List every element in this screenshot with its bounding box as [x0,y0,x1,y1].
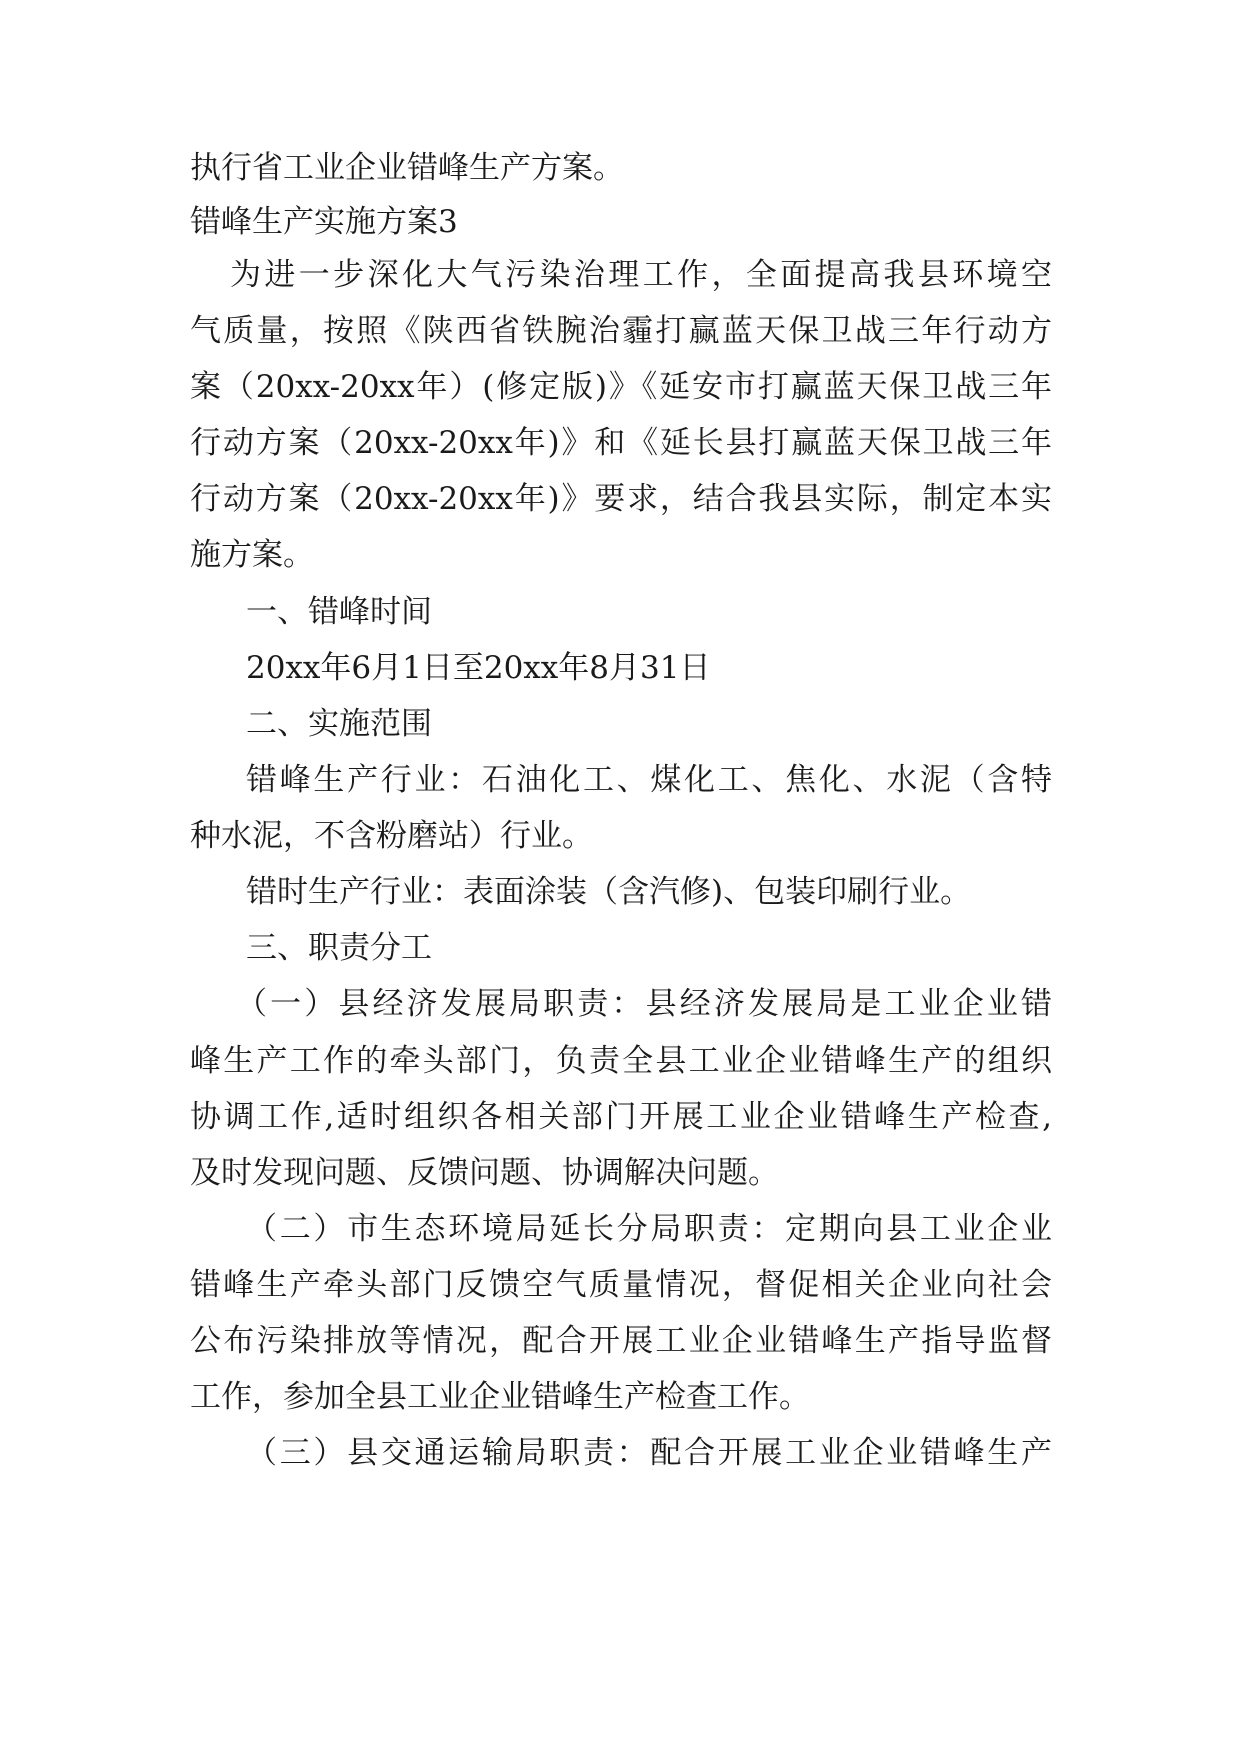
paragraph-line: 公布污染排放等情况，配合开展工业企业错峰生产指导监督 [190,1323,1052,1359]
section-heading: 错峰生产实施方案3 [190,204,458,240]
paragraph-line: 行动方案（20xx-20xx年)》要求，结合我县实际，制定本实 [190,481,1052,517]
paragraph-line: 行动方案（20xx-20xx年)》和《延长县打赢蓝天保卫战三年 [190,425,1052,461]
paragraph-line: （一）县经济发展局职责：县经济发展局是工业企业错 [236,986,1052,1022]
paragraph-line: 错峰生产牵头部门反馈空气质量情况，督促相关企业向社会 [190,1267,1052,1303]
paragraph-line: 案（20xx-20xx年）(修定版)》《延安市打赢蓝天保卫战三年 [190,369,1052,405]
paragraph-line: 为进一步深化大气污染治理工作，全面提高我县环境空 [230,257,1052,293]
section-heading: 二、实施范围 [246,706,432,742]
paragraph-line: （三）县交通运输局职责：配合开展工业企业错峰生产 [246,1435,1052,1471]
paragraph-line: 工作，参加全县工业企业错峰生产检查工作。 [190,1379,810,1415]
paragraph-line: 错峰生产行业：石油化工、煤化工、焦化、水泥（含特 [246,762,1052,798]
paragraph-line: （二）市生态环境局延长分局职责：定期向县工业企业 [246,1211,1052,1247]
paragraph-line: 及时发现问题、反馈问题、协调解决问题。 [190,1155,779,1191]
paragraph-line: 峰生产工作的牵头部门，负责全县工业企业错峰生产的组织 [190,1043,1052,1079]
text-line: 执行省工业企业错峰生产方案。 [190,150,624,186]
date-range: 20xx年6月1日至20xx年8月31日 [246,650,711,686]
paragraph-line: 错时生产行业：表面涂装（含汽修)、包装印刷行业。 [246,874,972,910]
paragraph-line: 协调工作,适时组织各相关部门开展工业企业错峰生产检查, [190,1099,1052,1135]
paragraph-line: 气质量，按照《陕西省铁腕治霾打赢蓝天保卫战三年行动方 [190,313,1052,349]
section-heading: 三、职责分工 [246,930,432,966]
section-heading: 一、错峰时间 [246,594,432,630]
paragraph-line: 种水泥，不含粉磨站）行业。 [190,818,593,854]
paragraph-line: 施方案。 [190,537,314,573]
